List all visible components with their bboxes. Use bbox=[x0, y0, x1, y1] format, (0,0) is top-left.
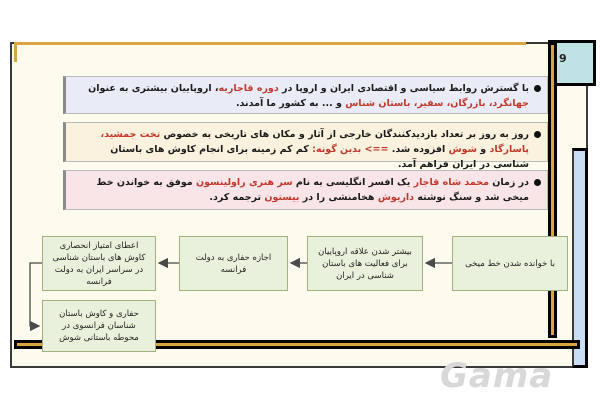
flow-box-cuneiform-read: با خوانده شدن خط میخی bbox=[452, 236, 568, 291]
watermark-logo: Gama bbox=[440, 356, 554, 396]
arrow-4-5 bbox=[30, 263, 42, 326]
highlight-text: بیستون bbox=[264, 192, 300, 203]
highlight-text: جهانگرد، بازرگان، سفیر، باستان شناس bbox=[345, 98, 529, 109]
highlight-text: سر هنری راولینسون bbox=[195, 177, 293, 188]
body-text: در زمان bbox=[489, 177, 529, 188]
highlight-text: شوش bbox=[448, 144, 477, 155]
flow-box-european-interest: بیشتر شدن علاقه اروپاییان برای فعالیت های باستان شناسی در ایران bbox=[307, 236, 423, 291]
body-text: هخامنشی را در bbox=[299, 192, 378, 203]
highlight-text: دوره قاجاریه bbox=[218, 83, 279, 94]
highlight-text: محمد شاه قاجار bbox=[413, 177, 489, 188]
highlight-text: ==> بدین گونه: bbox=[312, 144, 389, 155]
body-text: و bbox=[476, 144, 490, 155]
body-text: یک افسر انگلیسی به نام bbox=[292, 177, 414, 188]
body-text: ترجمه کرد. bbox=[209, 192, 265, 203]
body-text: و ... به کشور ما آمدند. bbox=[235, 98, 346, 109]
body-text: موفق به خواندن خط میخی شد و سنگ نوشته bbox=[96, 177, 529, 203]
body-text: روز به روز بر تعداد بازدیدکنندگان خارجی از آثار و مکان های تاریخی به خصوص bbox=[160, 129, 529, 140]
flow-box-excavation-permit: اجازه حفاری به دولت فرانسه bbox=[179, 236, 288, 291]
body-text: کم کم زمینه برای انجام کاوش های باستان شناسی در ایران فراهم آمد. bbox=[110, 144, 529, 170]
highlight-text: داریوش bbox=[377, 192, 415, 203]
body-text: افزوده شد. bbox=[388, 144, 449, 155]
body-text: با گسترش روابط سیاسی و اقتصادی ایران و اروپا در bbox=[278, 83, 529, 94]
flow-box-exclusive-concession: اعطای امتیاز انحصاری کاوش های باستان شناسی در سراسر ایران به دولت فرانسه bbox=[42, 236, 156, 291]
body-text: ، اروپاییان بیشتری به عنوان bbox=[88, 83, 219, 94]
highlight-text: تخت جمشید، پاسارگاد bbox=[100, 129, 529, 155]
page-number: 9 bbox=[559, 52, 567, 65]
flow-box-susa-excavation: حفاری و کاوش باستان شناسان فرانسوی در محوطه باستانی شوش bbox=[42, 300, 156, 352]
